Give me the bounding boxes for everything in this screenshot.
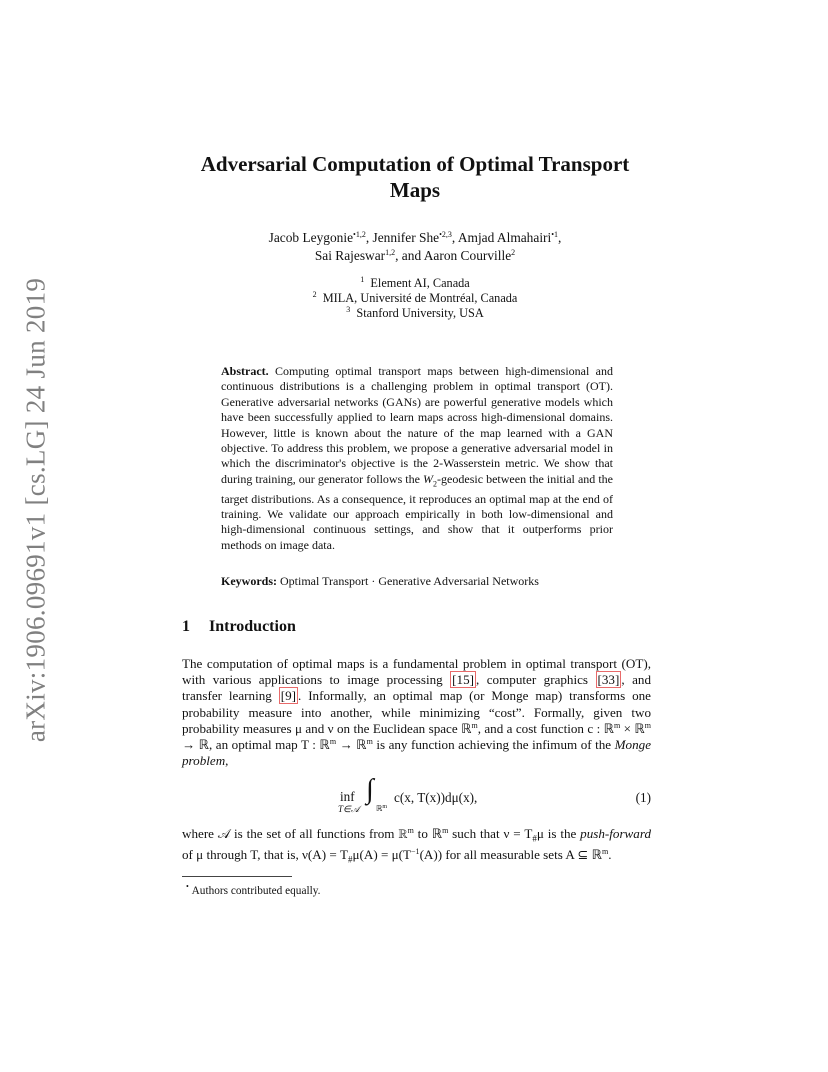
equation-number: (1) <box>635 790 651 805</box>
author-name: Aaron Courville <box>423 248 512 263</box>
text-run: . <box>608 846 612 862</box>
affiliation-text: MILA, Université de Montréal, Canada <box>322 291 518 305</box>
footnote-mark: • <box>186 882 189 891</box>
text-run: The computation of optimal maps is a fundamental problem in optimal transport (OT), with various applications to image processing <box>182 656 651 688</box>
affiliation-number: 2 <box>312 290 317 299</box>
text-run: . Informally, an optimal map (or Monge map) transforms one probability measure into another, while minimizing “cost”. Formally, given two probability measures μ and ν on the Euclidean space ℝ <box>182 688 651 736</box>
affiliation-item <box>150 306 680 321</box>
author-affil-mark: 2 <box>511 248 516 257</box>
math-sub: # <box>348 854 353 865</box>
eq-expression: c(x, T(x))dμ(x), <box>394 790 478 805</box>
abstract <box>221 364 613 553</box>
keywords-label: Keywords: <box>221 574 277 588</box>
math-sup: m <box>613 720 621 730</box>
text-run: where 𝒜 is the set of all functions from ℝ <box>182 826 408 841</box>
affiliation-list <box>150 276 680 321</box>
affiliation-number: 1 <box>360 275 365 284</box>
author-name: Jennifer She <box>372 230 440 245</box>
author-affil-mark: 1,2 <box>385 248 396 257</box>
keywords <box>221 574 613 589</box>
citation-link[interactable]: [33] <box>597 672 620 688</box>
math-sup: m <box>644 720 651 730</box>
text-run: → ℝ, an optimal map T : ℝ <box>182 737 330 753</box>
title-line-1: Adversarial Computation of Optimal Transport <box>200 152 630 176</box>
author-separator: , <box>451 230 458 245</box>
math-sup: m <box>601 846 609 856</box>
body-paragraph <box>182 826 651 868</box>
text-run: of μ through T, that is, ν(A) = T <box>182 846 349 862</box>
emphasis: Monge problem <box>182 737 652 769</box>
eq-inf-subscript: T∈𝒜 <box>338 804 360 814</box>
affiliation-item <box>150 291 680 306</box>
math-sub: # <box>532 833 537 844</box>
abstract-text-cont: -geodesic between the initial and the target distributions. As a consequence, it reproduces an optimal map at the end of training. We validate our approach empirically in both low-dimensional and high-dimensional continuous settings, and show that it outperforms prior methods on image data. <box>221 471 613 552</box>
affiliation-text: Stanford University, USA <box>356 306 484 320</box>
author-affil-mark: •1,2 <box>353 230 366 239</box>
arxiv-id-text: arXiv:1906.09691v1 [cs.LG] 24 Jun 2019 <box>20 277 51 743</box>
affiliation-item <box>150 276 680 291</box>
abstract-w-symbol: W <box>423 471 434 486</box>
text-run: , and a cost function c : ℝ <box>477 720 614 736</box>
footnote-divider <box>182 876 292 877</box>
text-run: is any function achieving the infimum of the <box>372 737 615 753</box>
author-separator: , <box>365 230 373 245</box>
keywords-text: Optimal Transport · Generative Adversarial Networks <box>280 574 539 588</box>
eq-integral-sign: ∫ <box>366 774 374 805</box>
section-title: Introduction <box>209 618 296 635</box>
abstract-w-subscript: 2 <box>433 479 438 489</box>
author-affil-mark: •1 <box>551 230 559 239</box>
math-sup: m <box>471 720 478 730</box>
math-sup: −1 <box>411 846 420 856</box>
text-run: (A)) for all measurable sets A ⊆ ℝ <box>419 846 602 862</box>
citation-link[interactable]: [15] <box>452 672 474 688</box>
text-run: μ(A) = μ(T <box>352 846 412 862</box>
paper-title <box>150 151 680 203</box>
emphasis: push-forward <box>580 826 651 841</box>
section-number: 1 <box>182 618 190 635</box>
title-line-2: Maps <box>389 178 441 202</box>
author-name: Amjad Almahairi <box>457 230 552 245</box>
text-run: × ℝ <box>620 720 645 736</box>
author-list <box>150 229 680 265</box>
text-run: → ℝ <box>336 737 367 753</box>
affiliation-text: Element AI, Canada <box>370 276 470 290</box>
math-sup: m <box>442 826 449 835</box>
footnote <box>186 882 321 897</box>
eq-domain-exponent: m <box>382 804 388 810</box>
math-sup: m <box>329 737 337 747</box>
citation-link[interactable]: [9] <box>280 688 296 704</box>
text-run: such that ν = T <box>448 826 533 841</box>
math-sup: m <box>366 737 373 747</box>
text-run: , <box>225 753 229 769</box>
abstract-text: Computing optimal transport maps between high-dimensional and continuous distributions is a challenging problem in optimal transport (OT). Generative adversarial networks (GANs) are powerful generative models which have been successfully applied to learn maps across high-dimensional domains. However, little is known about the nature of the map learned with a GAN objective. To address this problem, we propose a generative adversarial model in which the discriminator's objective is the 2-Wasserstein metric. We show that during training, our generator follows the <box>221 364 613 486</box>
intro-paragraph <box>182 656 651 769</box>
affiliation-number: 3 <box>346 305 351 314</box>
equation-1 <box>182 774 651 818</box>
text-run: , and transfer learning <box>182 672 652 704</box>
math-sup: m <box>407 826 414 835</box>
arxiv-identifier-stamp <box>16 277 56 743</box>
abstract-label: Abstract. <box>221 364 269 378</box>
text-run: μ is the <box>536 826 581 841</box>
author-separator: , <box>558 230 562 245</box>
section-heading <box>182 618 296 636</box>
author-affil-mark: •2,3 <box>439 230 452 239</box>
eq-inf: inf <box>340 789 355 804</box>
author-name: Sai Rajeswar <box>314 248 386 263</box>
author-separator: , and <box>395 248 424 263</box>
eq-integral-domain <box>376 804 387 813</box>
eq-domain-symbol: ℝ <box>376 804 383 813</box>
text-run: to ℝ <box>413 826 443 841</box>
footnote-text: Authors contributed equally. <box>191 885 321 897</box>
text-run: , computer graphics <box>475 672 596 688</box>
author-name: Jacob Leygonie <box>268 230 354 245</box>
